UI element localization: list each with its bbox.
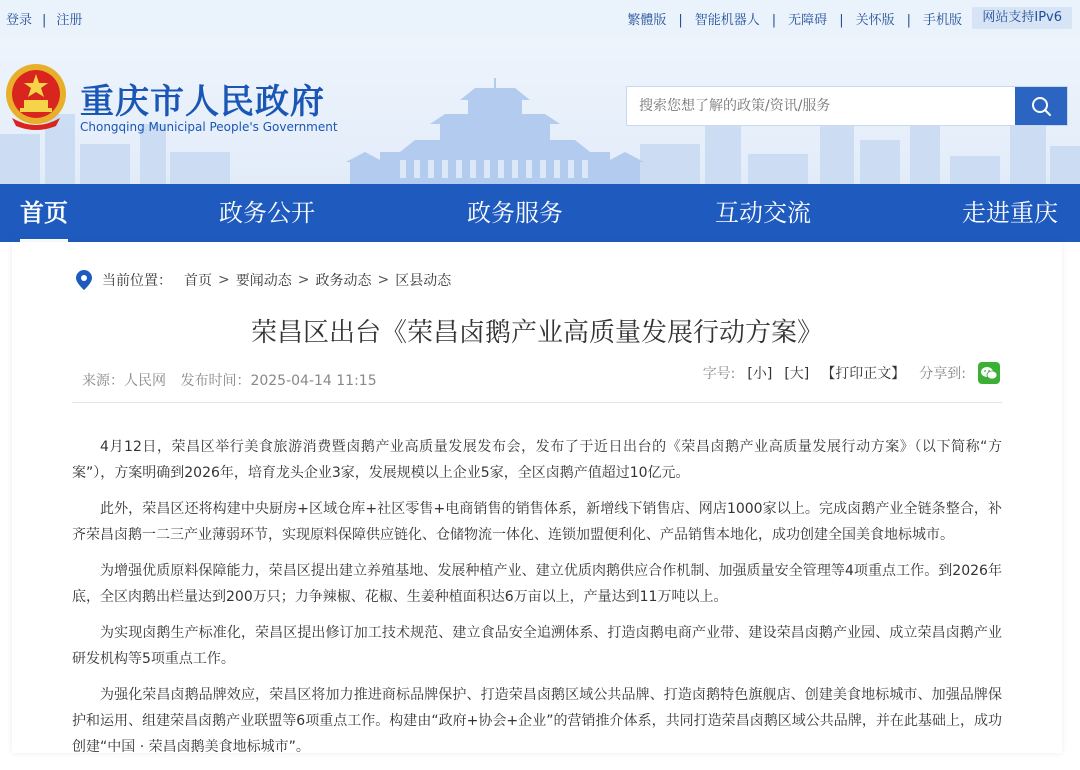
top-utility-bar bbox=[0, 0, 1080, 36]
robot-link[interactable]: 智能机器人 bbox=[694, 13, 760, 28]
search-box bbox=[626, 86, 1068, 126]
breadcrumb-label: 当前位置： bbox=[102, 273, 172, 289]
wechat-share-icon[interactable] bbox=[978, 362, 1000, 384]
article-paragraph: 为实现卤鹅生产标准化，荣昌区提出修订加工技术规范、建立食品安全追溯体系、打造卤鹅电商产业带、建设荣昌卤鹅产业园、成立荣昌卤鹅产业研发机构等5项重点工作。 bbox=[72, 625, 1002, 667]
article-card bbox=[12, 242, 1062, 753]
separator: | bbox=[42, 13, 47, 28]
account-links bbox=[6, 9, 82, 28]
wechat-icon bbox=[981, 366, 997, 380]
breadcrumb-news[interactable]: 要闻动态 bbox=[235, 273, 292, 289]
share-label: 分享到: bbox=[919, 366, 966, 382]
meta-divider bbox=[72, 402, 1002, 403]
article-paragraph: 为强化荣昌卤鹅品牌效应，荣昌区将加力推进商标品牌保护、打造荣昌卤鹅区域公共品牌、打造卤鹅特色旗舰店、创建美食地标城市、加强品牌保护和运用、组建荣昌卤鹅产业联盟等6项重点工作。构建由“政府+协会+企业”的营销推介体系，共同打造荣昌卤鹅区域公共品牌，并在此基础上，成功创建“中国 · 荣昌卤鹅美食地标城市”。 bbox=[72, 687, 1002, 755]
mobile-link[interactable]: 手机版 bbox=[922, 13, 962, 28]
nav-government-services[interactable]: 政务服务 bbox=[467, 199, 563, 227]
nav-about-chongqing[interactable]: 走进重庆 bbox=[962, 199, 1058, 227]
search-input[interactable] bbox=[627, 87, 1027, 125]
nav-interaction[interactable]: 互动交流 bbox=[715, 199, 811, 227]
nav-government-affairs[interactable]: 政务公开 bbox=[219, 199, 315, 227]
register-link[interactable]: 注册 bbox=[56, 13, 83, 28]
article-source: 来源：人民网 bbox=[82, 373, 166, 389]
breadcrumb: 当前位置： 首页 > 要闻动态 > 政务动态 > 区县动态 bbox=[76, 270, 457, 290]
accessibility-link[interactable]: 无障碍 bbox=[788, 13, 828, 28]
national-emblem-icon bbox=[4, 62, 68, 132]
article-paragraph: 为增强优质原料保障能力，荣昌区提出建立养殖基地、发展种植产业、建立优质肉鹅供应合作机制、加强质量安全管理等4项重点工作。到2026年底，全区肉鹅出栏量达到200万只；力争辣椒、花椒、生姜种植面积达6万亩以上，产量达到11万吨以上。 bbox=[72, 563, 1002, 605]
traditional-chinese-link[interactable]: 繁體版 bbox=[627, 13, 667, 28]
login-link[interactable]: 登录 bbox=[6, 13, 33, 28]
article-tools bbox=[689, 362, 1000, 384]
breadcrumb-gov-news[interactable]: 政务动态 bbox=[315, 273, 372, 289]
print-button[interactable]: 【打印正文】 bbox=[821, 366, 906, 382]
font-large-button[interactable]: [大] bbox=[784, 366, 810, 382]
site-subtitle: Chongqing Municipal People's Government bbox=[80, 120, 338, 134]
article-date: 发布时间：2025-04-14 11:15 bbox=[180, 373, 377, 389]
search-button[interactable] bbox=[1015, 87, 1067, 125]
article-paragraph: 此外，荣昌区还将构建中央厨房+区域仓库+社区零售+电商销售的销售体系，新增线下销售店、网店1000家以上。完成卤鹅产业全链条整合，补齐荣昌卤鹅一二三产业薄弱环节，实现原料保障供应链化、仓储物流一体化、连锁加盟便利化、产品销售本地化，成功创建全国美食地标城市。 bbox=[72, 501, 1002, 543]
breadcrumb-home[interactable]: 首页 bbox=[184, 273, 212, 289]
nav-home[interactable]: 首页 bbox=[20, 184, 68, 242]
utility-links: 繁體版 | 智能机器人 | 无障碍 | 关怀版 | 手机版 bbox=[627, 13, 962, 28]
font-size-label: 字号: bbox=[702, 366, 736, 382]
ipv6-badge: 网站支持IPv6 bbox=[972, 7, 1072, 29]
article-title: 荣昌区出台《荣昌卤鹅产业高质量发展行动方案》 bbox=[250, 318, 823, 348]
article-paragraph: 4月12日，荣昌区举行美食旅游消费暨卤鹅产业高质量发展发布会，发布了于近日出台的《荣昌卤鹅产业高质量发展行动方案》（以下简称“方案”），方案明确到2026年，培育龙头企业3家，发展规模以上企业5家，全区卤鹅产值超过10亿元。 bbox=[72, 439, 1002, 481]
font-small-button[interactable]: [小] bbox=[747, 366, 773, 382]
main-nav bbox=[0, 184, 1080, 242]
article-body bbox=[72, 434, 1002, 770]
article-meta bbox=[82, 370, 387, 390]
search-icon bbox=[1030, 95, 1052, 117]
care-mode-link[interactable]: 关怀版 bbox=[855, 13, 895, 28]
breadcrumb-district-news[interactable]: 区县动态 bbox=[395, 273, 452, 289]
location-pin-icon bbox=[76, 270, 92, 290]
site-title: 重庆市人民政府 bbox=[80, 82, 325, 122]
site-header bbox=[0, 36, 1080, 184]
